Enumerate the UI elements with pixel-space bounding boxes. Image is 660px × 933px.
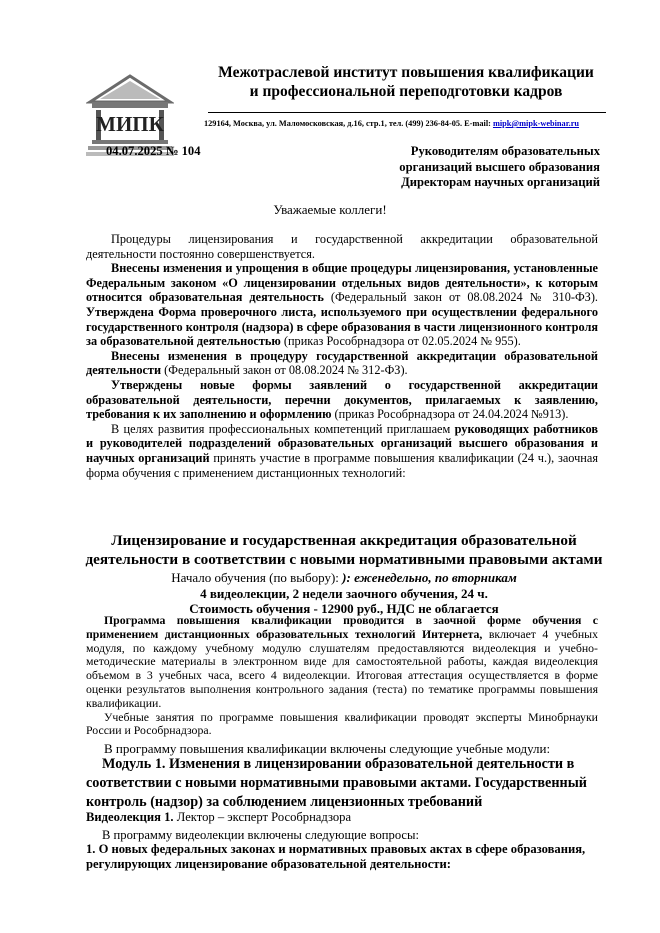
institute-name-line-2: и профессиональной переподготовки кадров	[249, 83, 563, 100]
addressee-block	[300, 144, 600, 191]
course-price: Стоимость обучения - 12900 руб., НДС не облагается	[189, 601, 499, 616]
question-1: 1. О новых федеральных законах и нормативных правовых актах в сфере образования, регулирующих лицензирование образовательной деятельности:	[86, 842, 586, 871]
letter-reference: 04.07.2025 № 104	[106, 144, 201, 158]
course-details	[66, 570, 622, 617]
body-paragraph-3: Внесены изменения в процедуру государственной аккредитации образовательной деятельности (Федеральный закон от 08.08.2024 № 312-ФЗ).	[86, 348, 598, 378]
addressee-line-1: Руководителям образовательных	[410, 144, 600, 158]
logo-lettering: МИПК	[96, 112, 164, 136]
course-start: Начало обучения (по выбору): ): еженедельно, по вторникам	[171, 570, 517, 585]
header-divider	[208, 112, 606, 113]
institute-name	[196, 63, 616, 101]
contact-address: 129164, Москва, ул. Маломосковская, д.16, стр.1, тел. (499) 236-84-05. E-mail:	[204, 119, 493, 128]
body-paragraph-1: Процедуры лицензирования и государственной аккредитации образовательной деятельности постоянно совершенствуется.	[86, 232, 598, 261]
lecture-1: Видеолекция 1. Лектор – эксперт Рособрнадзора	[86, 810, 352, 824]
module-1-title: Модуль 1. Изменения в лицензировании образовательной деятельности в соответствии с новыми нормативными правовыми актами. Государственный контроль (надзор) за соблюдением лицензионных требований	[86, 756, 587, 810]
course-title: Лицензирование и государственная аккредитация образовательной деятельности в соответствии с новыми нормативными правовыми актами	[85, 532, 603, 568]
body-paragraph-4: Утверждены новые формы заявлений о государственной аккредитации образовательной деятельности, перечни документов, прилагаемых к заявлению, требования к их заполнению и оформлению (приказ Рособрнадзора от 24.04.2024 №913).	[86, 377, 598, 422]
program-paragraph-2: Учебные занятия по программе повышения квалификации проводят эксперты Минобрнауки России и Рособрнадзора.	[86, 709, 598, 738]
course-format: 4 видеолекции, 2 недели заочного обучения, 24 ч.	[200, 585, 488, 601]
body-paragraph-2: Внесены изменения и упрощения в общие процедуры лицензирования, установленные Федеральным законом «О лицензировании отдельных видов деятельности», к которым относится образовательная деятельность (Федеральный закон от 08.08.2024 № 310-ФЗ). Утверждена Форма проверочного листа, используемого при осуществлении федерального государственного контроля (надзора) в сфере образования в части лицензионного контроля за образовательной деятельностью (приказ Рособрнадзора от 02.05.2024 № 955).	[86, 261, 598, 349]
contact-line	[204, 119, 624, 128]
modules-intro: В программу повышения квалификации включены следующие учебные модули:	[104, 741, 551, 756]
body-paragraph-5: В целях развития профессиональных компетенций приглашаем руководящих работников и руководителей подразделений образовательных организаций высшего образования и научных организаций принять участие в программе повышения квалификации (24 ч.), заочная форма обучения с применением дистанционных технологий:	[86, 421, 598, 480]
program-paragraph-1: Программа повышения квалификации проводится в заочной форме обучения с применением дистанционных образовательных технологий Интернета, включает 4 учебных модуля, по каждому учебному модулю слушателям предоставляются видеолекция и учебно-методические материалы в электронном виде для самостоятельной работы, каждая видеолекция объемом в 3 учебных часа, всего 4 видеолекции. Итоговая аттестация осуществляется в форме оценки результатов выполнения контрольного задания (теста) по тематике программы повышения квалификации.	[86, 613, 598, 710]
institute-name-line-1: Межотраслевой институт повышения квалификации	[218, 64, 594, 81]
lecture-intro: В программу видеолекции включены следующие вопросы:	[102, 828, 419, 842]
email-link[interactable]: mipk@mipk-webinar.ru	[492, 119, 579, 128]
greeting: Уважаемые коллеги!	[273, 202, 387, 217]
letter-body	[86, 232, 598, 480]
addressee-line-3: Директорам научных организаций	[401, 175, 600, 189]
addressee-line-2: организаций высшего образования	[399, 159, 600, 174]
program-description	[86, 614, 598, 738]
